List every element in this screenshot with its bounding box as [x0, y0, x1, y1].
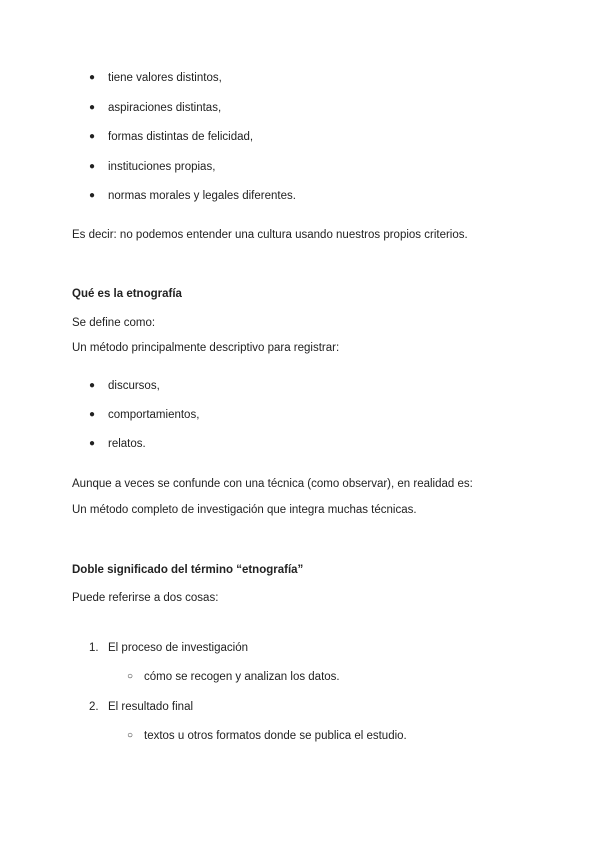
list-item: discursos,	[108, 380, 160, 392]
bullet-dot: ●	[89, 438, 96, 449]
list-item: tiene valores distintos,	[108, 72, 222, 84]
bullet-dot: ●	[89, 72, 96, 83]
sub-list-item: textos u otros formatos donde se publica el estudio.	[144, 730, 407, 742]
sub-bullet-circle: ○	[127, 671, 134, 682]
paragraph: Un método principalmente descriptivo para registrar:	[72, 342, 340, 354]
list-number: 2.	[89, 701, 99, 713]
list-item: El resultado final	[108, 701, 194, 713]
list-number: 1.	[89, 642, 99, 654]
bullet-dot: ●	[89, 380, 96, 391]
sub-bullet-circle: ○	[127, 730, 134, 741]
list-item: relatos.	[108, 438, 146, 450]
list-item: comportamientos,	[108, 409, 200, 421]
bullet-dot: ●	[89, 102, 96, 113]
section-heading: Qué es la etnografía	[72, 288, 182, 300]
list-item: El proceso de investigación	[108, 642, 248, 654]
paragraph: Es decir: no podemos entender una cultura usando nuestros propios criterios.	[72, 229, 468, 241]
paragraph: Aunque a veces se confunde con una técnica (como observar), en realidad es:	[72, 478, 473, 490]
paragraph: Se define como:	[72, 317, 156, 329]
list-item: aspiraciones distintas,	[108, 102, 222, 114]
section-heading: Doble significado del término “etnografía”	[72, 564, 304, 576]
bullet-dot: ●	[89, 409, 96, 420]
paragraph: Puede referirse a dos cosas:	[72, 592, 219, 604]
list-item: formas distintas de felicidad,	[108, 131, 254, 143]
paragraph: Un método completo de investigación que integra muchas técnicas.	[72, 504, 417, 516]
bullet-dot: ●	[89, 161, 96, 172]
list-item: instituciones propias,	[108, 161, 216, 173]
bullet-dot: ●	[89, 131, 96, 142]
sub-list-item: cómo se recogen y analizan los datos.	[144, 671, 340, 683]
list-item: normas morales y legales diferentes.	[108, 190, 296, 202]
bullet-dot: ●	[89, 190, 96, 201]
